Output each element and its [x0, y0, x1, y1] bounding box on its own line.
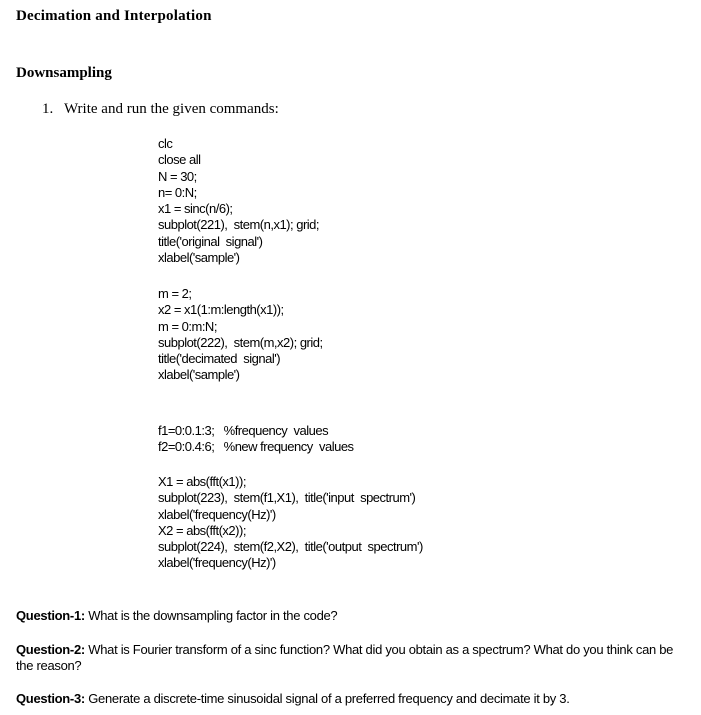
code-line: n= 0:N;: [158, 184, 197, 200]
code-line: subplot(221), stem(n,x1); grid;: [158, 217, 320, 233]
code-line: f1=0:0.1:3; %frequency values: [158, 423, 329, 438]
code-line: x2 = x1(1:m:length(x1));: [158, 302, 284, 318]
code-line: xlabel('sample'): [158, 367, 240, 383]
section-heading: Downsampling: [16, 65, 112, 81]
question-text: What is Fourier transform of a sinc function? What did you obtain as a spectrum? What do you think can be the reason?: [16, 642, 674, 673]
question-label: Question-3:: [16, 691, 85, 706]
step-text: Write and run the given commands:: [64, 101, 279, 117]
code-line: X2 = abs(fft(x2));: [158, 522, 246, 538]
code-block-4: [158, 474, 423, 572]
question-label: Question-2:: [16, 642, 85, 657]
code-line: subplot(224), stem(f2,X2), title('output spectrum'): [158, 539, 423, 555]
code-block-2: [158, 286, 323, 384]
code-line: xlabel('sample'): [158, 250, 240, 266]
code-line: subplot(223), stem(f1,X1), title('input spectrum'): [158, 490, 416, 506]
question-2: [16, 642, 686, 674]
code-line: clc: [158, 136, 173, 151]
code-line: X1 = abs(fft(x1));: [158, 474, 246, 489]
code-block-3: [158, 423, 354, 456]
question-text: What is the downsampling factor in the code?: [84, 608, 338, 623]
code-line: x1 = sinc(n/6);: [158, 201, 233, 217]
code-line: xlabel('frequency(Hz)'): [158, 555, 276, 571]
step-number: 1.: [42, 101, 54, 117]
code-line: m = 0:m:N;: [158, 318, 217, 334]
code-line: N = 30;: [158, 168, 197, 184]
code-line: title('original signal'): [158, 233, 263, 249]
document-title: Decimation and Interpolation: [16, 8, 212, 24]
question-3: [16, 691, 686, 707]
code-block-1: [158, 136, 319, 266]
code-line: title('decimated signal'): [158, 351, 281, 367]
code-line: m = 2;: [158, 286, 192, 301]
question-text: Generate a discrete-time sinusoidal signal of a preferred frequency and decimate it by 3.: [84, 691, 570, 706]
question-label: Question-1:: [16, 608, 85, 623]
code-line: subplot(222), stem(m,x2); grid;: [158, 334, 323, 350]
code-line: f2=0:0.4:6; %new frequency values: [158, 439, 354, 455]
step-instruction: [42, 101, 279, 118]
question-1: [16, 608, 686, 624]
code-line: close all: [158, 152, 201, 168]
code-line: xlabel('frequency(Hz)'): [158, 506, 276, 522]
